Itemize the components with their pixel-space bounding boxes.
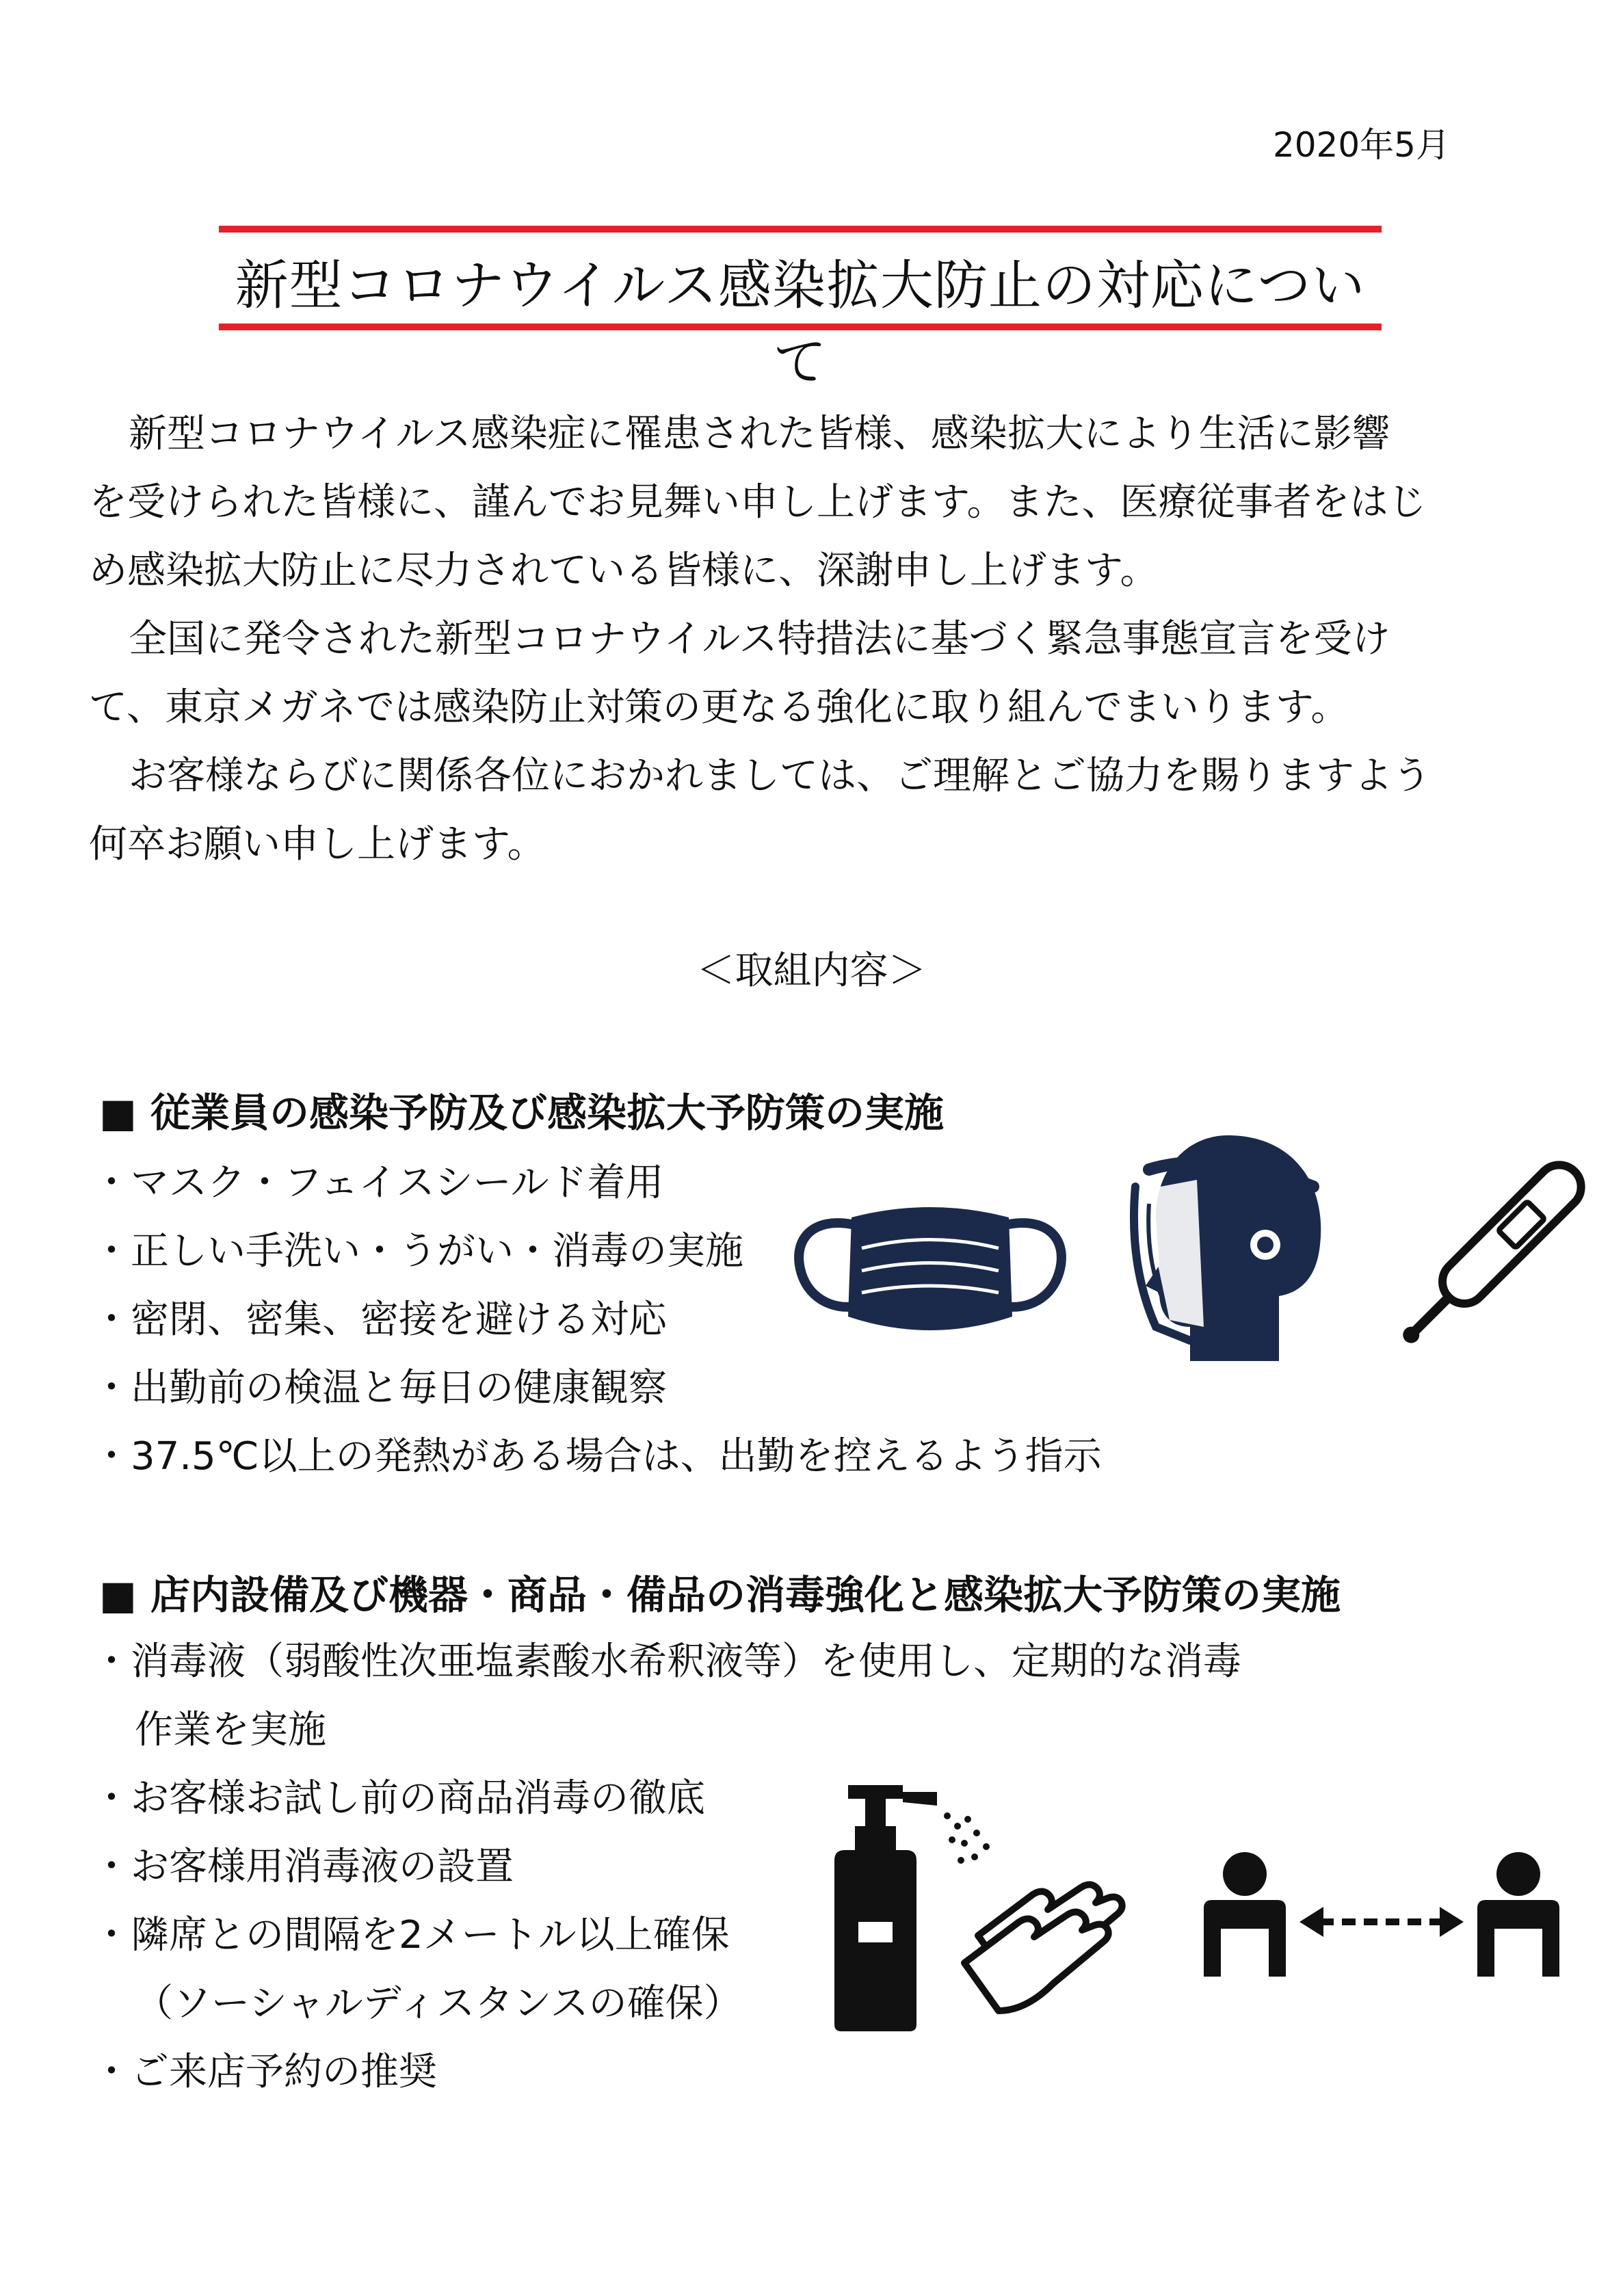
intro-line: 全国に発令された新型コロナウイルス特措法に基づく緊急事態宣言を受け (129, 617, 1390, 661)
title-rule-top (219, 226, 1382, 233)
face-mask-icon (787, 1190, 1074, 1347)
title-rule-bottom (219, 324, 1382, 330)
list-item: ・隣席との間隔を2メートル以上確保 (92, 1913, 730, 1957)
list-item: ・消毒液（弱酸性次亜塩素酸水希釈液等）を使用し、定期的な消毒 (92, 1639, 1241, 1684)
social-distance-icon (1180, 1847, 1583, 1983)
section-store-measures-title: ■ 店内設備及び機器・商品・備品の消毒強化と感染拡大予防策の実施 (99, 1572, 1341, 1618)
list-item: ・お客様用消毒液の設置 (92, 1845, 514, 1889)
page-title: 新型コロナウイルス感染拡大防止の対応について (235, 255, 1366, 393)
list-item: ・正しい手洗い・うがい・消毒の実施 (92, 1229, 743, 1274)
list-item-continuation: 作業を実施 (135, 1708, 326, 1752)
intro-line: お客様ならびに関係各位におかれましては、ご理解とご協力を賜りますよう (129, 754, 1431, 798)
section-employee-measures-title: ■ 従業員の感染予防及び感染拡大予防策の実施 (99, 1090, 944, 1136)
face-shield-icon (1108, 1122, 1334, 1368)
hand-sanitizer-icon (807, 1778, 1135, 2038)
intro-line: を受けられた皆様に、謹んでお見舞い申し上げます。また、医療従事者をはじ (89, 480, 1427, 525)
list-item: ・お客様お試し前の商品消毒の徹底 (92, 1776, 705, 1821)
intro-line: め感染拡大防止に尽力されている皆様に、深謝申し上げます。 (89, 549, 1159, 593)
intro-line: て、東京メガネでは感染防止対策の更なる強化に取り組んでまいります。 (89, 685, 1349, 730)
intro-line: 新型コロナウイルス感染症に罹患された皆様、感染拡大により生活に影響 (129, 412, 1390, 456)
thermometer-icon (1385, 1149, 1590, 1368)
intro-line: 何卒お願い申し上げます。 (89, 822, 546, 867)
initiatives-heading: ＜取組内容＞ (696, 949, 927, 993)
list-item-continuation: （ソーシャルディスタンスの確保） (135, 1981, 742, 2026)
document-date: 2020年5月 (1272, 125, 1450, 165)
list-item: ・37.5℃以上の発熱がある場合は、出勤を控えるよう指示 (92, 1434, 1102, 1479)
list-item: ・マスク・フェイスシールド着用 (92, 1161, 664, 1205)
list-item: ・出勤前の検温と毎日の健康観察 (92, 1366, 667, 1410)
list-item: ・ご来店予約の推奨 (92, 2050, 437, 2094)
list-item: ・密閉、密集、密接を避ける対応 (92, 1297, 667, 1342)
intro-paragraph (89, 400, 1532, 879)
